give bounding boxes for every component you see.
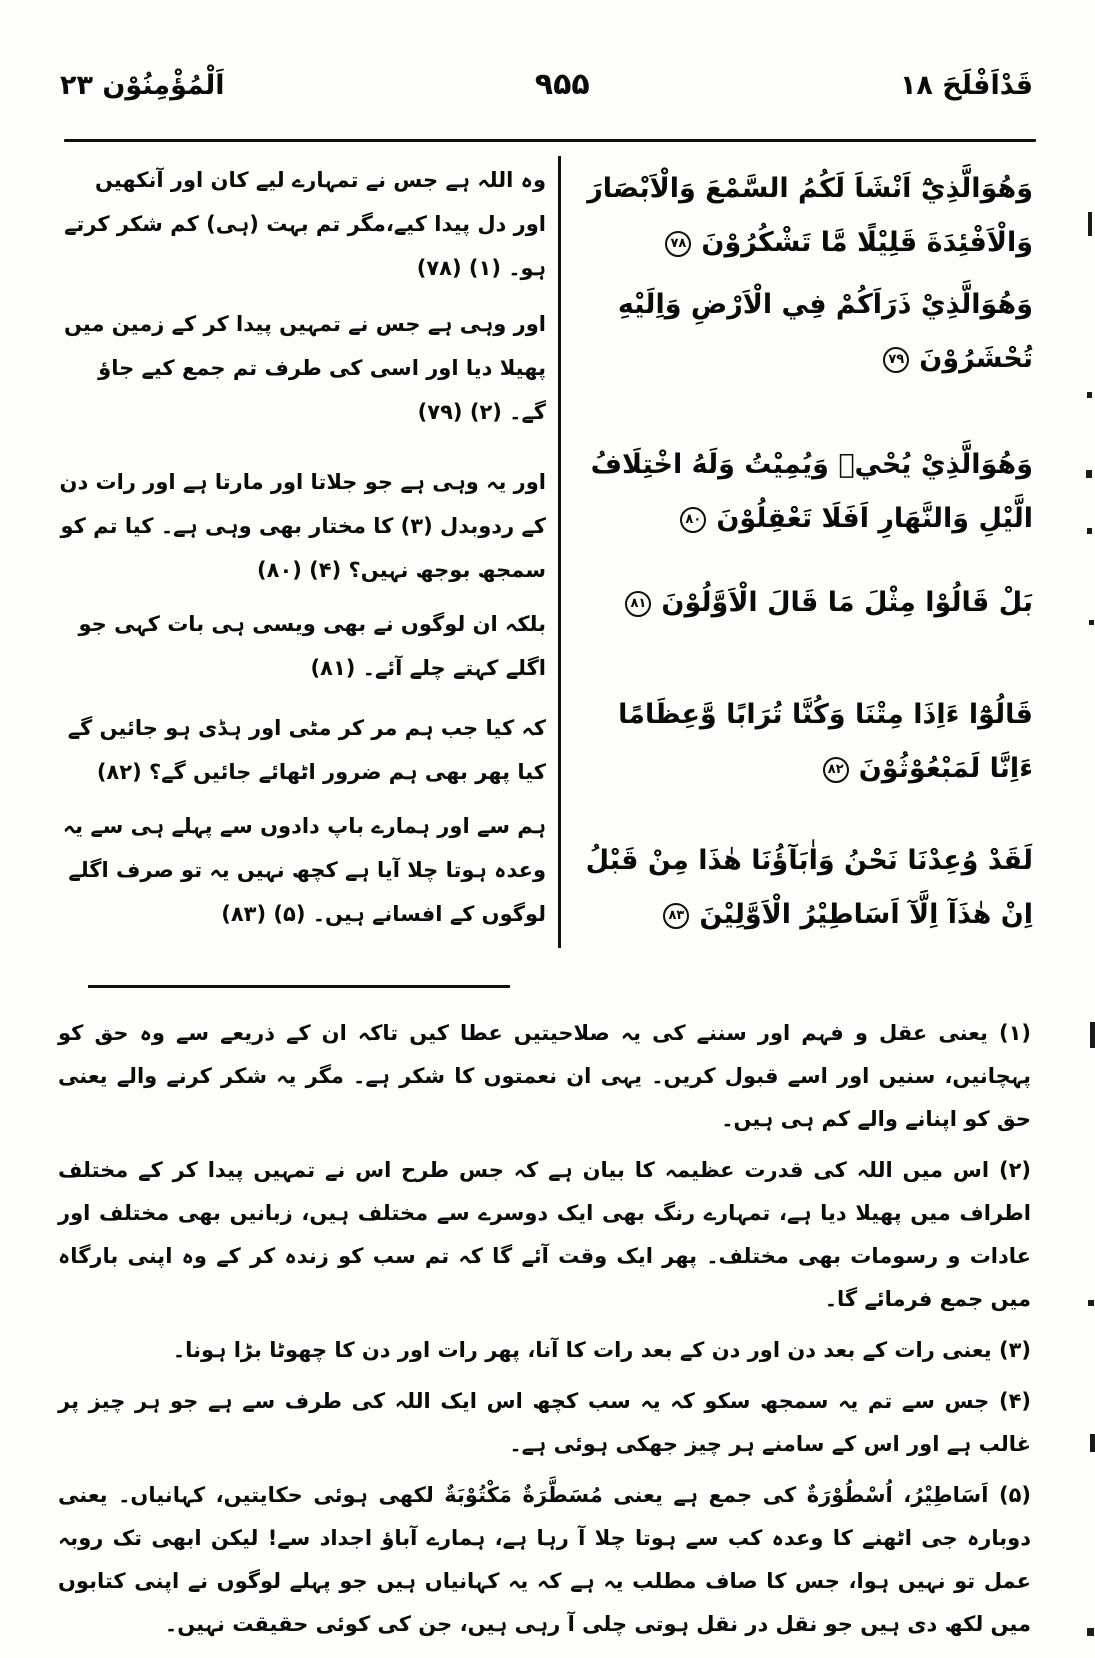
scan-artifact [1088,1300,1094,1306]
scan-artifact [1088,212,1092,236]
page-header [60,68,1033,101]
ayah-number-badge-78: ٧٨ [665,231,691,257]
ayah-number-badge-82: ٨٢ [823,757,849,783]
verse-text-81: بَلْ قَالُوْا مِثْلَ مَا قَالَ الْاَوَّلُوْنَ [661,587,1033,618]
quran-verse-78 [571,162,1033,270]
verse-text-82: قَالُوْٓا ءَاِذَا مِتْنَا وَكُنَّا تُرَابًا وَّعِظَامًا ءَاِنَّا لَمَبْعُوْثُوْنَ [618,699,1033,784]
quran-verse-83 [571,834,1033,942]
header-rule [64,139,1036,142]
scan-artifact [1087,1628,1094,1636]
translation-paragraph-82: کہ کیا جب ہم مر کر مٹی اور ہڈی ہو جائیں گے کیا پھر بھی ہم ضرور اٹھائے جائیں گے؟ (۸۲) [67,716,546,784]
quran-verse-82 [571,688,1033,796]
ayah-number-badge-83: ٨٣ [663,903,689,929]
quran-verse-79 [571,278,1033,386]
translation-paragraph-78: وہ اللہ ہے جس نے تمہارے لیے کان اور آنکھیں اور دل پیدا کیے،مگر تم بہت (ہی) کم شکر کرتے ہو۔ (۱) (۷۸) [64,168,546,280]
verse-text-78: وَهُوَالَّذِيْٓ اَنْشَاَ لَكُمُ السَّمْعَ وَالْاَبْصَارَ وَالْاَفْئِدَةَ قَلِيْلًا مَّا تَشْكُرُوْنَ [587,173,1033,258]
translation-paragraph-81: بلکہ ان لوگوں نے بھی ویسی ہی بات کہی جو اگلے کہتے چلے آئے۔ (۸۱) [78,612,546,680]
footnote-4: (۴) جس سے تم یہ سمجھ سکو کہ یہ سب کچھ اس ایک اللہ کی طرف سے ہے جو ہر چیز پر غالب ہے اور اس کے سامنے ہر چیز جھکی ہوئی ہے۔ [58,1389,1031,1456]
scan-artifact [1086,470,1092,478]
scan-artifact [1090,1022,1095,1048]
ayah-number-badge-80: ٨٠ [680,507,706,533]
footnote-2: (۲) اس میں اللہ کی قدرت عظیمہ کا بیان ہے کہ جس طرح اس نے تمہیں پیدا کر کے مختلف اطراف میں پھیلا دیا ہے، تمہارے رنگ بھی ایک دوسرے سے مختلف ہیں، زبانیں بھی مختلف اور عادات و رسومات بھی مختلف۔ پھر ایک وقت آئے گا کہ تم سب کو زندہ کر کے وہ اپنی بارگاہ میں جمع فرمائے گا۔ [58,1158,1031,1311]
scan-artifact [1087,528,1092,534]
juz-title: قَدْاَفْلَحَ ۱۸ [899,70,1033,102]
translation-paragraph-80: اور یہ وہی ہے جو جلاتا اور مارتا ہے اور رات دن کے ردوبدل (۳) کا مختار بھی وہی ہے۔ کیا تم کو سمجھ بوجھ نہیں؟ (۴) (۸۰) [59,470,546,582]
ayah-number-badge-81: ٨١ [625,591,651,617]
verse-text-80: وَهُوَالَّذِيْ يُحْيٖ وَيُمِيْتُ وَلَهُ اخْتِلَافُ الَّيْلِ وَالنَّهَارِ اَفَلَا تَعْقِلُوْنَ [590,449,1033,534]
scan-artifact [1087,392,1092,398]
footnote-5: (۵) اَسَاطِيْرُ، اُسْطُوْرَةٌ کی جمع ہے یعنی مُسَطَّرَةٌ مَكْتُوْبَةٌ لکھی ہوئی حکایتیں، کہانیاں۔ یعنی دوبارہ جی اٹھنے کا وعدہ کب سے ہوتا چلا آ رہا ہے، ہمارے آباؤ اجداد سے! لیکن ابھی تک روبہ عمل تو نہیں ہوا، جس کا صاف مطلب یہ ہے کہ یہ کہانیاں ہیں جو پہلے لوگوں نے اپنی کتابوں میں لکھ دی ہیں جو نقل در نقل ہوتی چلی آ رہی ہیں، جن کی کوئی حقیقت نہیں۔ [58,1483,1031,1636]
page-number: ۹۵۵ [534,67,590,102]
surah-title: اَلْمُؤْمِنُوْن ۲۳ [60,70,225,102]
footnotes-section [58,1012,1031,1654]
translation-paragraph-83: ہم سے اور ہمارے باپ دادوں سے پہلے ہی سے یہ وعدہ ہوتا چلا آیا ہے کچھ نہیں یہ تو صرف اگلے لوگوں کے افسانے ہیں۔ (۵) (۸۳) [62,814,546,926]
scan-artifact [1090,1434,1095,1452]
translation-paragraph-79: اور وہی ہے جس نے تمہیں پیدا کر کے زمین میں پھیلا دیا اور اسی کی طرف تم جمع کیے جاؤ گے۔ (۲) (۷۹) [63,312,546,424]
arabic-verse-column [571,152,1033,948]
footnote-3: (۳) یعنی رات کے بعد دن اور دن کے بعد رات کا آنا، پھر رات اور دن کا چھوٹا بڑا ہونا۔ [172,1338,1031,1362]
footnote-1: (۱) یعنی عقل و فہم اور سننے کی یہ صلاحیتیں عطا کیں تاکہ ان کے ذریعے سے وہ حق کو پہچانیں، سنیں اور اسے قبول کریں۔ یہی ان نعمتوں کا شکر ہے۔ مگر یہ شکر کرنے والے یعنی حق کو اپنانے والے کم ہی ہیں۔ [58,1021,1031,1131]
column-divider [558,156,561,948]
main-content [58,152,1033,948]
urdu-translation-column [58,152,546,948]
quran-verse-80 [571,438,1033,546]
quran-verse-81 [571,576,1033,630]
verse-text-79: وَهُوَالَّذِيْ ذَرَاَكُمْ فِي الْاَرْضِ وَاِلَيْهِ تُحْشَرُوْنَ [617,289,1033,374]
scan-artifact [1089,620,1094,625]
footnote-separator [88,985,510,988]
verse-text-83: لَقَدْ وُعِدْنَا نَحْنُ وَاٰبَآؤُنَا هٰذَا مِنْ قَبْلُ اِنْ هٰذَآ اِلَّآ اَسَاطِيْرُ الْاَوَّلِيْنَ [585,845,1033,930]
ayah-number-badge-79: ٧٩ [883,347,909,373]
